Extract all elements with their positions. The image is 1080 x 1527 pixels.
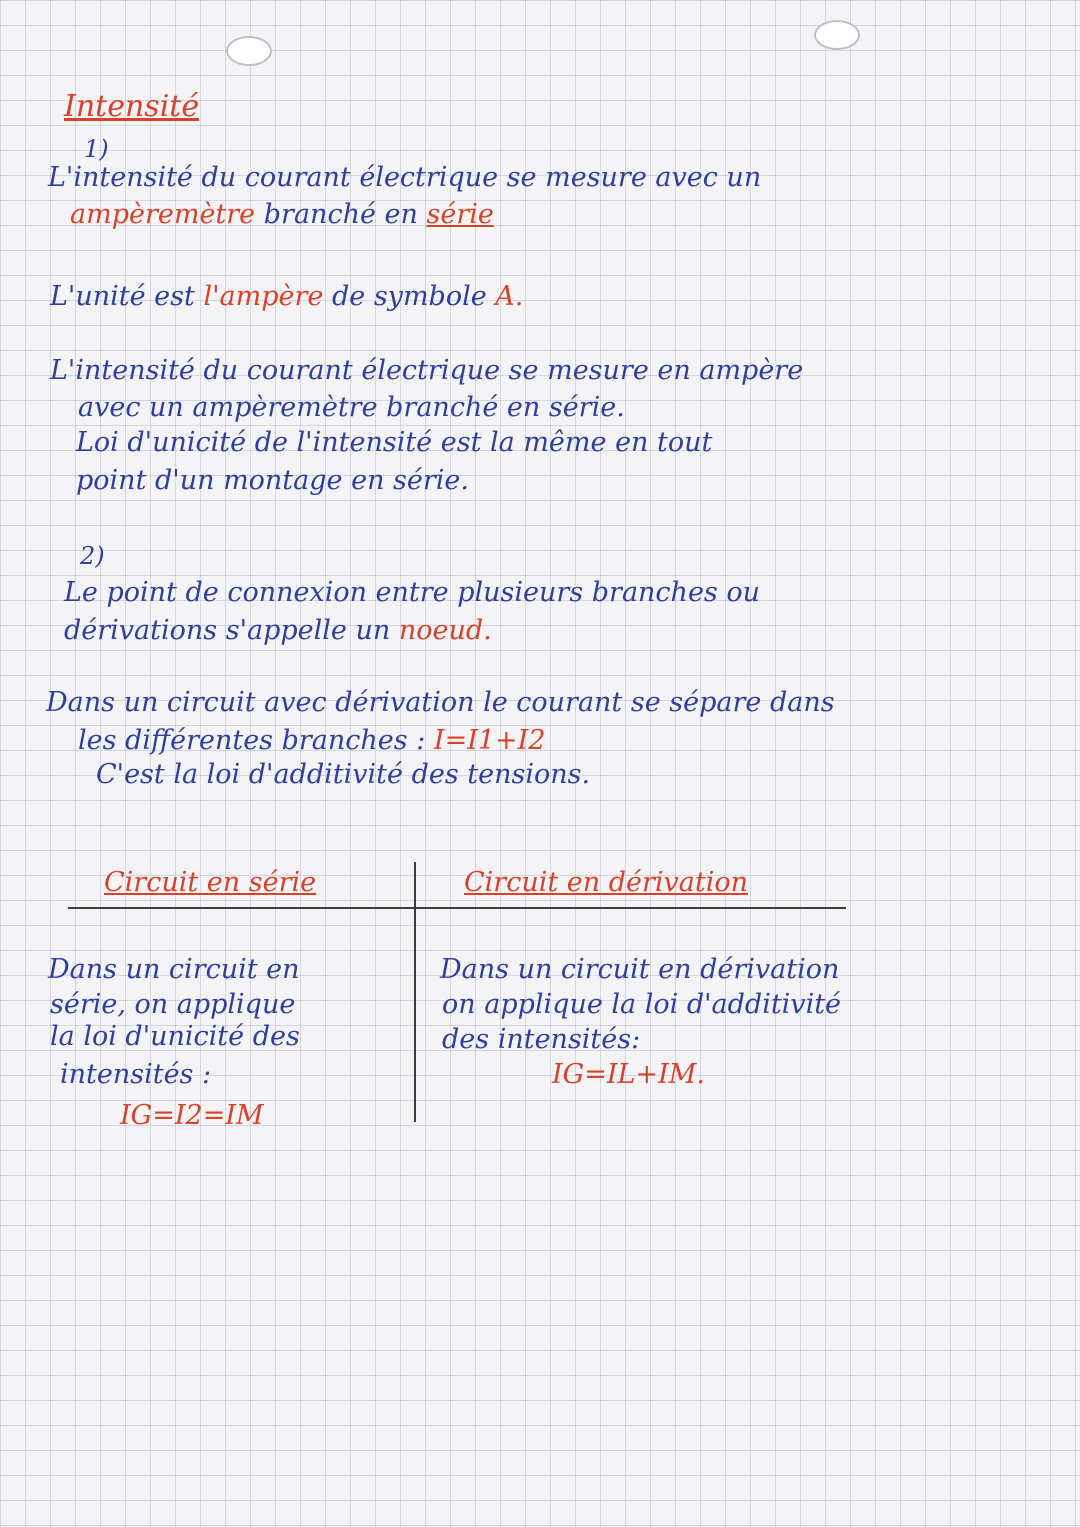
page-title: Intensité [64, 89, 200, 124]
derivation-line3: C'est la loi d'additivité des tensions. [96, 759, 591, 790]
unit-word2: symbole [373, 281, 487, 312]
derivation-cell-formula: IG=IL+IM. [552, 1059, 705, 1090]
table-header-serie: Circuit en série [104, 867, 317, 898]
serie-line3: la loi d'unicité des [50, 1021, 300, 1052]
derivation-cell-line2: on applique la loi d'additivité [442, 989, 842, 1020]
serie-line4: intensités : [60, 1059, 212, 1090]
derivation-line2 [78, 726, 546, 756]
node-line2-text: dérivations s'appelle un [64, 615, 391, 646]
node-line1: Le point de connexion entre plusieurs branches ou [64, 577, 761, 608]
intensity-p1: L'intensité du courant électrique se mesure en ampère [50, 355, 804, 386]
serie-line1: Dans un circuit en [48, 954, 300, 985]
section1-number: 1) [84, 135, 109, 163]
word-en: en [384, 199, 418, 230]
word-branche: branché [263, 199, 376, 230]
intensity-p2: avec un ampèremètre branché en série. [78, 392, 625, 423]
unit-prefix: L'unité est [50, 281, 195, 312]
word-serie: série [426, 199, 494, 230]
section1-line2 [70, 200, 494, 230]
derivation-line2-text: les différentes branches : [78, 725, 426, 756]
serie-formula: IG=I2=IM [120, 1100, 264, 1131]
unit-line [50, 282, 523, 312]
section2-number: 2) [80, 542, 105, 570]
table-header-derivation: Circuit en dérivation [464, 867, 749, 898]
table-vertical-rule [414, 862, 416, 1122]
table-horizontal-rule [68, 907, 846, 909]
binder-hole-left [226, 36, 272, 66]
derivation-formula: I=I1+I2 [433, 725, 546, 756]
serie-line2: série, on applique [50, 989, 296, 1020]
binder-hole-right [814, 20, 860, 50]
derivation-cell-line3: des intensités: [442, 1024, 641, 1055]
unit-mid: de [331, 281, 366, 312]
intensity-p4: point d'un montage en série. [76, 465, 469, 496]
unit-symbol: A. [495, 281, 524, 312]
derivation-line1: Dans un circuit avec dérivation le courant se sépare dans [46, 687, 835, 718]
node-line2 [64, 616, 492, 646]
section1-line1: L'intensité du courant électrique se mesure avec un [48, 162, 762, 193]
derivation-cell-line1: Dans un circuit en dérivation [440, 954, 840, 985]
unit-word: l'ampère [203, 281, 324, 312]
word-amperemetre: ampèremètre [70, 199, 256, 230]
intensity-p3: Loi d'unicité de l'intensité est la même en tout [76, 427, 713, 458]
word-noeud: noeud. [398, 615, 492, 646]
